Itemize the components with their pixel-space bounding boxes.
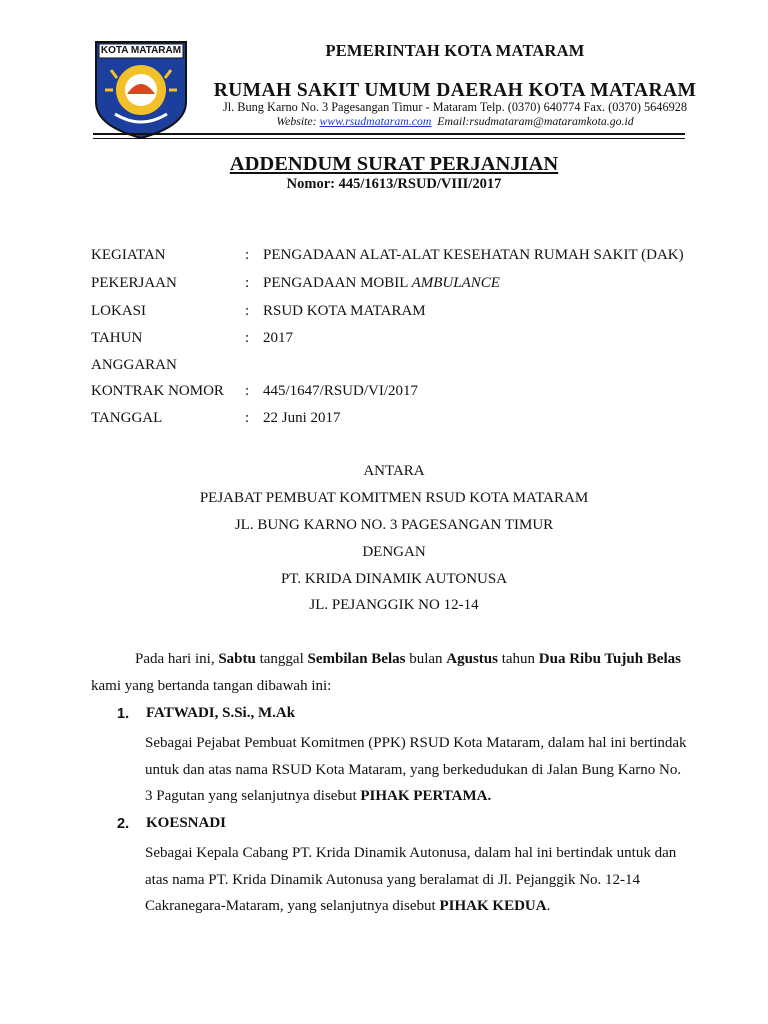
hospital-name: RUMAH SAKIT UMUM DAERAH KOTA MATARAM bbox=[213, 80, 697, 101]
label-tanggal: TANGGAL bbox=[91, 410, 163, 426]
signatory-2-desc-line1: Sebagai Kepala Cabang PT. Krida Dinamik Autonusa, dalam hal ini bertindak untuk dan bbox=[145, 845, 677, 861]
label-kontrak-nomor: KONTRAK NOMOR bbox=[91, 383, 224, 399]
signatory-2-desc-text: Cakranegara-Mataram, yang selanjutnya disebut bbox=[145, 898, 440, 914]
value-lokasi: RSUD KOTA MATARAM bbox=[263, 303, 426, 319]
colon: : bbox=[245, 275, 250, 291]
party1-name: PEJABAT PEMBUAT KOMITMEN RSUD KOTA MATARAM bbox=[199, 490, 589, 506]
value-kegiatan: PENGADAAN ALAT-ALAT KESEHATAN RUMAH SAKIT (DAK) bbox=[263, 247, 684, 263]
colon: : bbox=[245, 383, 250, 399]
label-tahun: TAHUN bbox=[91, 330, 143, 346]
document-title-text: ADDENDUM SURAT PERJANJIAN bbox=[229, 153, 559, 175]
signatory-2-desc-line2: atas nama PT. Krida Dinamik Autonusa yang beralamat di Jl. Pejanggik No. 12-14 bbox=[145, 872, 641, 888]
document-title bbox=[0, 153, 768, 176]
letterhead-rule-thick bbox=[93, 133, 685, 135]
signatory-1-number: 1. bbox=[117, 706, 130, 722]
city-emblem-logo bbox=[93, 40, 189, 140]
signatory-2-desc-line3 bbox=[145, 898, 550, 915]
government-name: PEMERINTAH KOTA MATARAM bbox=[325, 41, 585, 60]
label-anggaran: ANGGARAN bbox=[91, 357, 177, 373]
intro-text: Pada hari ini, bbox=[135, 651, 219, 667]
signatory-1-desc-line3 bbox=[145, 788, 491, 805]
label-lokasi: LOKASI bbox=[91, 303, 146, 319]
intro-date: Sembilan Belas bbox=[307, 651, 406, 667]
document-number: Nomor: 445/1613/RSUD/VIII/2017 bbox=[286, 176, 502, 192]
party2-name: PT. KRIDA DINAMIK AUTONUSA bbox=[280, 571, 508, 587]
signatory-2-role: PIHAK KEDUA bbox=[439, 898, 547, 914]
signatory-2-number: 2. bbox=[117, 816, 130, 832]
intro-text: tanggal bbox=[255, 651, 308, 667]
value-pekerjaan-text: PENGADAAN MOBIL bbox=[263, 275, 412, 291]
email-text: Email:rsudmataram@mataramkota.go.id bbox=[437, 114, 634, 128]
signatory-2-name: KOESNADI bbox=[146, 815, 227, 831]
website-link[interactable]: www.rsudmataram.com bbox=[319, 114, 432, 128]
signatory-1-desc-line1: Sebagai Pejabat Pembuat Komitmen (PPK) RSUD Kota Mataram, dalam hal ini bertindak bbox=[145, 735, 687, 751]
value-tahun: 2017 bbox=[263, 330, 293, 346]
intro-text: tahun bbox=[497, 651, 539, 667]
intro-line1 bbox=[135, 651, 681, 668]
letterhead-rule-thin bbox=[93, 138, 685, 139]
intro-line2: kami yang bertanda tangan dibawah ini: bbox=[91, 678, 332, 694]
intro-day: Sabtu bbox=[218, 651, 256, 667]
colon: : bbox=[245, 330, 250, 346]
value-kontrak-nomor: 445/1647/RSUD/VI/2017 bbox=[263, 383, 419, 399]
dengan-heading: DENGAN bbox=[362, 544, 426, 560]
value-pekerjaan-italic: AMBULANCE bbox=[411, 275, 500, 291]
antara-heading: ANTARA bbox=[363, 463, 425, 479]
value-tanggal: 22 Juni 2017 bbox=[263, 410, 341, 426]
signatory-1-desc-line2: untuk dan atas nama RSUD Kota Mataram, yang berkedudukan di Jalan Bung Karno No. bbox=[145, 762, 682, 778]
party1-address: JL. BUNG KARNO NO. 3 PAGESANGAN TIMUR bbox=[234, 517, 554, 533]
signatory-2-end: . bbox=[546, 898, 551, 914]
logo-text: KOTA MATARAM bbox=[100, 45, 182, 56]
hospital-address: Jl. Bung Karno No. 3 Pagesangan Timur - Mataram Telp. (0370) 640774 Fax. (0370) 5646928 bbox=[222, 100, 688, 114]
colon: : bbox=[245, 410, 250, 426]
contact-line bbox=[205, 114, 705, 129]
label-kegiatan: KEGIATAN bbox=[91, 247, 166, 263]
colon: : bbox=[245, 247, 250, 263]
intro-text: bulan bbox=[405, 651, 447, 667]
intro-month: Agustus bbox=[446, 651, 498, 667]
signatory-1-role: PIHAK PERTAMA. bbox=[360, 788, 492, 804]
colon: : bbox=[245, 303, 250, 319]
value-pekerjaan bbox=[263, 275, 500, 292]
intro-year: Dua Ribu Tujuh Belas bbox=[538, 651, 681, 667]
signatory-1-name: FATWADI, S.Si., M.Ak bbox=[146, 705, 296, 721]
website-label: Website: bbox=[276, 114, 320, 128]
label-pekerjaan: PEKERJAAN bbox=[91, 275, 177, 291]
party2-address: JL. PEJANGGIK NO 12-14 bbox=[309, 597, 479, 613]
signatory-1-desc-text: 3 Pagutan yang selanjutnya disebut bbox=[145, 788, 361, 804]
